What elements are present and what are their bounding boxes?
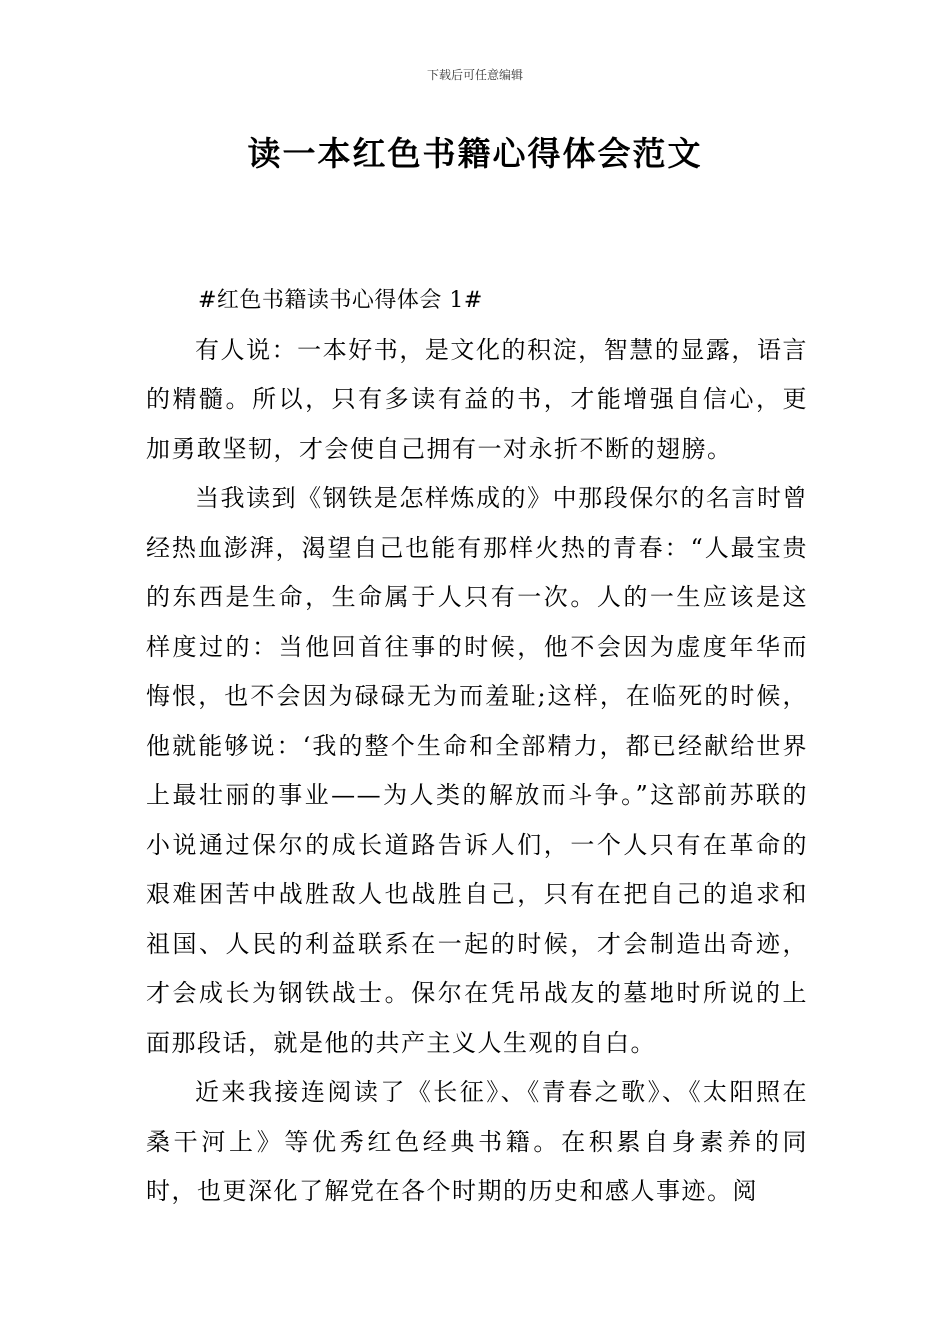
paragraph-1: 有人说：一本好书，是文化的积淀，智慧的显露，语言的精髓。所以，只有多读有益的书，才能增强自信心，更加勇敢坚韧，才会使自己拥有一对永折不断的翅膀。 bbox=[146, 335, 808, 463]
paragraph-3: 近来我接连阅读了《长征》、《青春之歌》、《太阳照在桑干河上》等优秀红色经典书籍。在积累自身素养的同时，也更深化了解党在各个时期的历史和感人事迹。阅 bbox=[146, 1078, 808, 1205]
document-title: 读一本红色书籍心得体会范文 bbox=[247, 134, 703, 173]
header-note: 下载后可任意编辑 bbox=[426, 68, 523, 82]
paragraph-2: 当我读到《钢铁是怎样炼成的》中那段保尔的名言时曾经热血澎湃，渴望自己也能有那样火热的青春：“人最宝贵的东西是生命，生命属于人只有一次。人的一生应该是这样度过的：当他回首往事的时候，他不会因为虚度年华而悔恨，也不会因为碌碌无为而羞耻;这样，在临死的时候，他就能够说：‘我的整个生命和全部精力，都已经献给世界上最壮丽的事业——为人类的解放而斗争。”这部前苏联的小说通过保尔的成长道路告诉人们，一个人只有在革命的艰难困苦中战胜敌人也战胜自己，只有在把自己的追求和祖国、人民的利益联系在一起的时候，才会制造出奇迹，才会成长为钢铁战士。保尔在凭吊战友的墓地时所说的上面那段话，就是他的共产主义人生观的自白。 bbox=[146, 484, 808, 1057]
document-body bbox=[146, 276, 808, 1217]
section-heading: #红色书籍读书心得体会 1# bbox=[198, 288, 483, 313]
